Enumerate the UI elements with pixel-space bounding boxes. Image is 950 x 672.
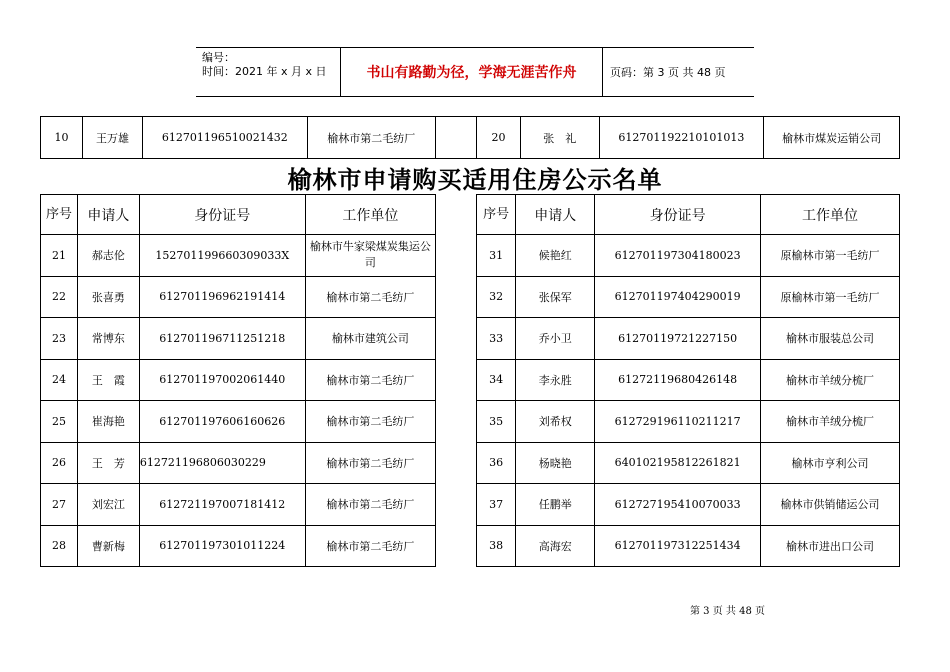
seq-cell: 24 xyxy=(41,359,78,401)
name-cell: 高海宏 xyxy=(516,525,595,567)
seq-cell: 20 xyxy=(477,117,521,159)
name-cell: 崔海艳 xyxy=(77,401,139,443)
page-title: 榆林市申请购买适用住房公示名单 xyxy=(287,166,663,194)
table-row xyxy=(477,235,900,277)
unit-cell: 榆林市牛家梁煤炭集运公司 xyxy=(305,235,435,277)
applicant-table-right xyxy=(476,194,900,567)
seq-cell: 36 xyxy=(477,442,516,484)
unit-cell: 榆林市第二毛纺厂 xyxy=(305,401,435,443)
name-cell: 张喜勇 xyxy=(77,276,139,318)
unit-cell: 榆林市亨利公司 xyxy=(760,442,899,484)
col-name-header: 申请人 xyxy=(77,195,139,235)
table-row xyxy=(41,442,436,484)
id-cell: 640102195812261821 xyxy=(595,442,761,484)
id-cell: 612701196510021432 xyxy=(143,117,308,159)
name-cell: 常博东 xyxy=(77,318,139,360)
id-cell: 612701196711251218 xyxy=(139,318,305,360)
unit-cell: 榆林市建筑公司 xyxy=(305,318,435,360)
unit-cell: 榆林市煤炭运销公司 xyxy=(764,117,900,159)
top-row-left xyxy=(40,116,436,159)
name-cell: 张保军 xyxy=(516,276,595,318)
table-row xyxy=(41,359,436,401)
id-cell: 612701197404290019 xyxy=(595,276,761,318)
seq-cell: 38 xyxy=(477,525,516,567)
name-cell: 刘希权 xyxy=(516,401,595,443)
name-cell: 任鹏举 xyxy=(516,484,595,526)
top-row-gap xyxy=(436,116,476,159)
seq-cell: 32 xyxy=(477,276,516,318)
id-cell: 61270119721227150 xyxy=(595,318,761,360)
table-row xyxy=(41,235,436,277)
unit-cell: 榆林市进出口公司 xyxy=(760,525,899,567)
table-header-row xyxy=(477,195,900,235)
unit-cell: 榆林市第二毛纺厂 xyxy=(307,117,435,159)
name-cell: 候艳红 xyxy=(516,235,595,277)
header-page: 页码：第 3 页 共 48 页 xyxy=(610,66,726,79)
seq-cell: 25 xyxy=(41,401,78,443)
unit-cell: 榆林市第二毛纺厂 xyxy=(305,525,435,567)
seq-cell: 34 xyxy=(477,359,516,401)
seq-cell: 28 xyxy=(41,525,78,567)
table-row xyxy=(477,401,900,443)
id-cell: 612701197304180023 xyxy=(595,235,761,277)
seq-cell: 21 xyxy=(41,235,78,277)
unit-cell: 原榆林市第一毛纺厂 xyxy=(760,276,899,318)
col-id-header: 身份证号 xyxy=(595,195,761,235)
header-slogan: 书山有路勤为径，学海无涯苦作舟 xyxy=(341,48,603,96)
seq-cell: 10 xyxy=(41,117,83,159)
name-cell: 刘宏江 xyxy=(77,484,139,526)
seq-cell: 26 xyxy=(41,442,78,484)
id-cell: 612729196110211217 xyxy=(595,401,761,443)
table-row xyxy=(477,442,900,484)
seq-cell: 23 xyxy=(41,318,78,360)
name-cell: 乔小卫 xyxy=(516,318,595,360)
table-row xyxy=(477,359,900,401)
id-cell: 612701196962191414 xyxy=(139,276,305,318)
name-cell: 曹新梅 xyxy=(77,525,139,567)
seq-cell: 31 xyxy=(477,235,516,277)
seq-cell: 27 xyxy=(41,484,78,526)
table-row xyxy=(41,525,436,567)
name-cell: 郝志伦 xyxy=(77,235,139,277)
col-name-header: 申请人 xyxy=(516,195,595,235)
name-cell: 张 礼 xyxy=(520,117,599,159)
name-cell: 李永胜 xyxy=(516,359,595,401)
top-row-right xyxy=(476,116,900,159)
table-row xyxy=(477,276,900,318)
name-cell: 王 霞 xyxy=(77,359,139,401)
col-unit-header: 工作单位 xyxy=(305,195,435,235)
id-cell: 612721197007181412 xyxy=(139,484,305,526)
table-row xyxy=(477,525,900,567)
unit-cell: 榆林市第二毛纺厂 xyxy=(305,359,435,401)
table-header-row xyxy=(41,195,436,235)
name-cell: 王 芳 xyxy=(77,442,139,484)
unit-cell: 榆林市第二毛纺厂 xyxy=(305,276,435,318)
header-bianhao: 编号： xyxy=(202,51,235,64)
header-time: 时间：2021 年 x 月 x 日 xyxy=(202,65,327,78)
seq-cell: 37 xyxy=(477,484,516,526)
col-seq-header: 序号 xyxy=(477,195,516,235)
seq-cell: 35 xyxy=(477,401,516,443)
id-cell: 612701197002061440 xyxy=(139,359,305,401)
id-cell: 612721196806030229 xyxy=(139,442,305,484)
page-header xyxy=(196,47,754,97)
id-cell: 152701199660309033X xyxy=(139,235,305,277)
unit-cell: 榆林市第二毛纺厂 xyxy=(305,484,435,526)
table-row xyxy=(41,484,436,526)
id-cell: 612701197606160626 xyxy=(139,401,305,443)
id-cell: 612701197312251434 xyxy=(595,525,761,567)
unit-cell: 原榆林市第一毛纺厂 xyxy=(760,235,899,277)
id-cell: 61272119680426148 xyxy=(595,359,761,401)
seq-cell: 33 xyxy=(477,318,516,360)
table-row xyxy=(477,318,900,360)
unit-cell: 榆林市供销储运公司 xyxy=(760,484,899,526)
applicant-table-left xyxy=(40,194,436,567)
col-unit-header: 工作单位 xyxy=(760,195,899,235)
col-id-header: 身份证号 xyxy=(139,195,305,235)
table-row xyxy=(41,318,436,360)
name-cell: 王万雄 xyxy=(83,117,143,159)
table-row xyxy=(41,401,436,443)
unit-cell: 榆林市羊绒分梳厂 xyxy=(760,401,899,443)
gap-cell xyxy=(436,117,476,159)
table-row xyxy=(41,276,436,318)
id-cell: 612701192210101013 xyxy=(599,117,764,159)
id-cell: 612727195410070033 xyxy=(595,484,761,526)
name-cell: 杨晓艳 xyxy=(516,442,595,484)
unit-cell: 榆林市服装总公司 xyxy=(760,318,899,360)
unit-cell: 榆林市羊绒分梳厂 xyxy=(760,359,899,401)
seq-cell: 22 xyxy=(41,276,78,318)
table-row xyxy=(477,484,900,526)
id-cell: 612701197301011224 xyxy=(139,525,305,567)
unit-cell: 榆林市第二毛纺厂 xyxy=(305,442,435,484)
col-seq-header: 序号 xyxy=(41,195,78,235)
page-footer: 第 3 页 共 48 页 xyxy=(690,606,765,617)
header-meta xyxy=(196,48,341,96)
